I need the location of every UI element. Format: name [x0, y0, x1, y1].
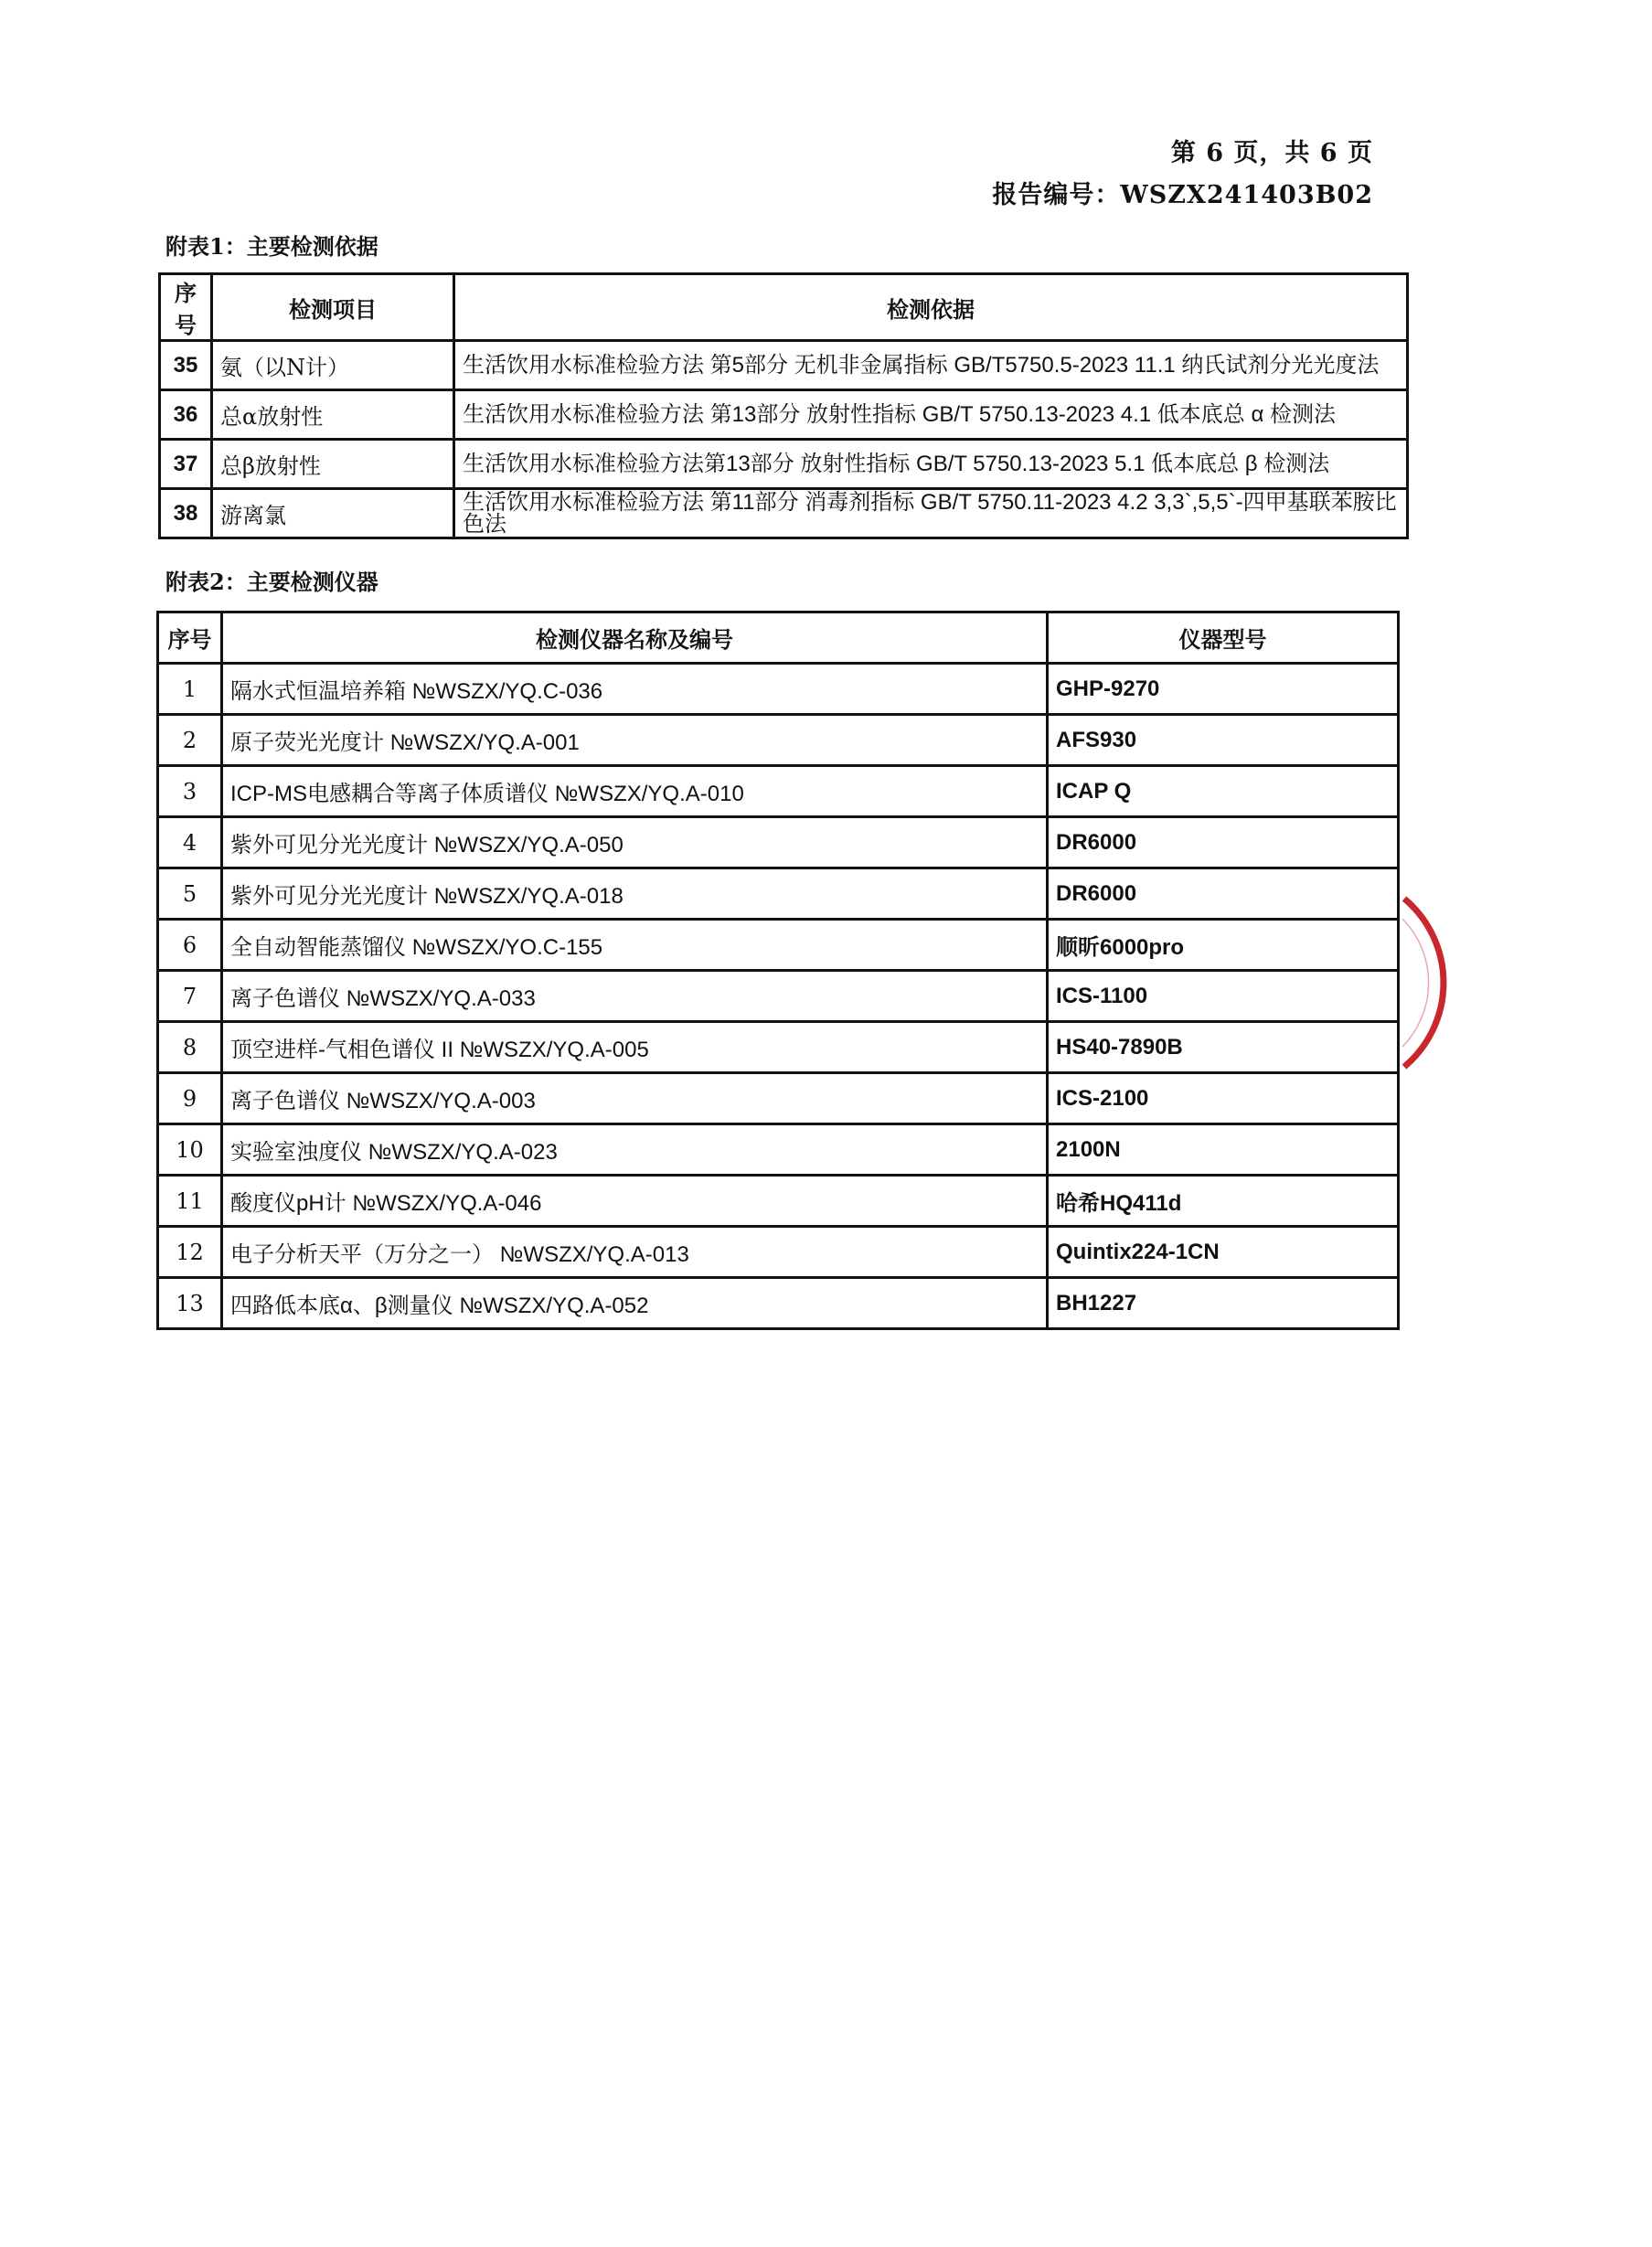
row-model: 哈希HQ411d: [1048, 1176, 1399, 1227]
table-row: [158, 715, 1399, 766]
header-no: 序号: [158, 612, 222, 664]
row-name: 隔水式恒温培养箱 №WSZX/YQ.C-036: [222, 664, 1048, 715]
table-header-row: [158, 612, 1399, 664]
table-row: [160, 489, 1408, 538]
row-basis: 生活饮用水标准检验方法第13部分 放射性指标 GB/T 5750.13-2023 5.1 低本底总 β 检测法: [454, 440, 1408, 489]
row-model: DR6000: [1048, 817, 1399, 868]
table-row: [160, 440, 1408, 489]
row-no: 4: [158, 817, 222, 868]
row-basis: 生活饮用水标准检验方法 第11部分 消毒剂指标 GB/T 5750.11-2023 4.2 3,3`,5,5`-四甲基联苯胺比色法: [454, 489, 1408, 538]
row-name: 顶空进样-气相色谱仪 II №WSZX/YQ.A-005: [222, 1022, 1048, 1073]
table-row: [158, 920, 1399, 971]
table-row: [160, 390, 1408, 440]
row-model: BH1227: [1048, 1278, 1399, 1329]
report-number: 报告编号：WSZX241403B02: [992, 181, 1373, 209]
row-model: 2100N: [1048, 1124, 1399, 1176]
row-no: 13: [158, 1278, 222, 1329]
row-name: 酸度仪pH计 №WSZX/YQ.A-046: [222, 1176, 1048, 1227]
header-no: 序号: [160, 274, 212, 341]
row-no: 1: [158, 664, 222, 715]
row-model: 顺昕6000pro: [1048, 920, 1399, 971]
table-row: [160, 341, 1408, 390]
row-name: 离子色谱仪 №WSZX/YQ.A-033: [222, 971, 1048, 1022]
row-no: 35: [160, 341, 212, 390]
table-row: [158, 1022, 1399, 1073]
row-no: 5: [158, 868, 222, 920]
table-row: [158, 1278, 1399, 1329]
row-basis: 生活饮用水标准检验方法 第13部分 放射性指标 GB/T 5750.13-2023 4.1 低本底总 α 检测法: [454, 390, 1408, 440]
header-model: 仪器型号: [1048, 612, 1399, 664]
table-row: [158, 766, 1399, 817]
row-no: 10: [158, 1124, 222, 1176]
seal-ring: [1404, 899, 1444, 1067]
row-model: AFS930: [1048, 715, 1399, 766]
table-row: [158, 1124, 1399, 1176]
table-row: [158, 1073, 1399, 1124]
row-name: 紫外可见分光光度计 №WSZX/YQ.A-050: [222, 817, 1048, 868]
table-row: [158, 971, 1399, 1022]
table-header-row: [160, 274, 1408, 341]
row-name: 电子分析天平（万分之一） №WSZX/YQ.A-013: [222, 1227, 1048, 1278]
header-item: 检测项目: [212, 274, 454, 341]
row-name: ICP-MS电感耦合等离子体质谱仪 №WSZX/YQ.A-010: [222, 766, 1048, 817]
official-seal-fragment: [1399, 891, 1454, 1074]
row-name: 四路低本底α、β测量仪 №WSZX/YQ.A-052: [222, 1278, 1048, 1329]
table-row: [158, 664, 1399, 715]
page-header: [992, 135, 1373, 214]
header-basis: 检测依据: [454, 274, 1408, 341]
row-name: 离子色谱仪 №WSZX/YQ.A-003: [222, 1073, 1048, 1124]
table1-caption: 附表1：主要检测依据: [165, 233, 378, 260]
row-no: 2: [158, 715, 222, 766]
table-row: [158, 817, 1399, 868]
header-name: 检测仪器名称及编号: [222, 612, 1048, 664]
table-row: [158, 1227, 1399, 1278]
test-basis-table: [158, 272, 1409, 539]
row-no: 8: [158, 1022, 222, 1073]
row-item: 氨（以N计）: [212, 341, 454, 390]
row-item: 总β放射性: [212, 440, 454, 489]
table-row: [158, 1176, 1399, 1227]
row-no: 3: [158, 766, 222, 817]
row-model: ICS-2100: [1048, 1073, 1399, 1124]
instrument-table: [156, 611, 1400, 1330]
row-no: 7: [158, 971, 222, 1022]
row-no: 36: [160, 390, 212, 440]
row-name: 实验室浊度仪 №WSZX/YQ.A-023: [222, 1124, 1048, 1176]
row-no: 6: [158, 920, 222, 971]
row-model: GHP-9270: [1048, 664, 1399, 715]
row-basis: 生活饮用水标准检验方法 第5部分 无机非金属指标 GB/T5750.5-2023 11.1 纳氏试剂分光光度法: [454, 341, 1408, 390]
row-item: 游离氯: [212, 489, 454, 538]
row-no: 38: [160, 489, 212, 538]
row-name: 全自动智能蒸馏仪 №WSZX/YO.C-155: [222, 920, 1048, 971]
row-model: ICS-1100: [1048, 971, 1399, 1022]
row-item: 总α放射性: [212, 390, 454, 440]
table-row: [158, 868, 1399, 920]
row-model: DR6000: [1048, 868, 1399, 920]
row-no: 37: [160, 440, 212, 489]
row-model: ICAP Q: [1048, 766, 1399, 817]
row-no: 11: [158, 1176, 222, 1227]
row-no: 12: [158, 1227, 222, 1278]
page-number: 第 6 页，共 6 页: [1170, 139, 1373, 167]
row-no: 9: [158, 1073, 222, 1124]
row-model: HS40-7890B: [1048, 1022, 1399, 1073]
row-model: Quintix224-1CN: [1048, 1227, 1399, 1278]
row-name: 紫外可见分光光度计 №WSZX/YQ.A-018: [222, 868, 1048, 920]
row-name: 原子荧光光度计 №WSZX/YQ.A-001: [222, 715, 1048, 766]
table2-caption: 附表2：主要检测仪器: [165, 569, 378, 595]
